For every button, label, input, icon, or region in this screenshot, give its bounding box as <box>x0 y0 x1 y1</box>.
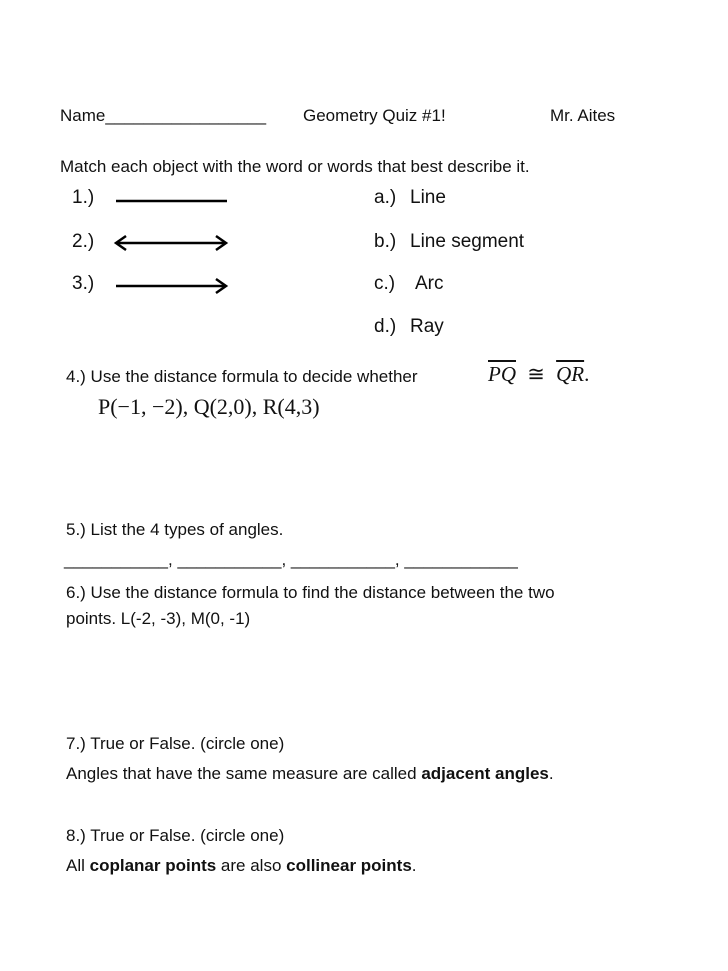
choice-letter: d.) <box>374 316 397 337</box>
q6-prompt-line1: 6.) Use the distance formula to find the distance between the two <box>66 583 555 602</box>
name-field-label: Name_________________ <box>60 106 267 125</box>
q8-text-2: are also <box>216 856 287 875</box>
teacher-name: Mr. Aites <box>550 106 616 125</box>
q4-period: . <box>584 362 590 386</box>
choice-letter: b.) <box>374 231 397 252</box>
choice-text: Arc <box>415 273 444 294</box>
item-number: 1.) <box>72 187 95 208</box>
item-number: 2.) <box>72 231 95 252</box>
q6-prompt-line2: points. L(-2, -3), M(0, -1) <box>66 609 251 628</box>
choice-letter: c.) <box>374 273 396 294</box>
q4-points: P(−1, −2), Q(2,0), R(4,3) <box>98 394 320 419</box>
choice-letter: a.) <box>374 187 397 208</box>
segment-pq <box>488 362 589 386</box>
q5-answer-blanks: ___________, ___________, ___________, ____________ <box>64 550 518 569</box>
segment-figure <box>112 192 232 210</box>
q8-bold-term-1: coplanar points <box>89 856 217 875</box>
choice-text: Line segment <box>410 231 525 252</box>
line-figure <box>112 233 232 253</box>
q7-prompt: 7.) True or False. (circle one) <box>66 734 285 753</box>
q8-prompt: 8.) True or False. (circle one) <box>66 826 285 845</box>
q8-period: . <box>411 856 417 875</box>
q7-statement-text: Angles that have the same measure are called <box>66 764 422 783</box>
q5-prompt: 5.) List the 4 types of angles. <box>66 520 284 539</box>
segment-pq-label: $\overline{PQ}$ <box>488 362 516 386</box>
q7-bold-term: adjacent angles <box>421 764 549 783</box>
q7-statement <box>66 764 554 784</box>
q8-statement <box>66 856 417 876</box>
choice-text: Ray <box>410 316 444 337</box>
congruent-symbol: ≅ <box>527 362 545 386</box>
q8-bold-term-2: collinear points <box>286 856 412 875</box>
q8-text-1: All <box>66 856 90 875</box>
q7-period: . <box>548 764 554 783</box>
q4-prompt: 4.) Use the distance formula to decide whether <box>66 367 418 386</box>
matching-instructions: Match each object with the word or words that best describe it. <box>60 157 530 176</box>
ray-figure <box>112 276 232 296</box>
choice-text: Line <box>410 187 446 208</box>
item-number: 3.) <box>72 273 95 294</box>
segment-qr-label: $\overline{QR}$ <box>556 362 585 386</box>
quiz-title: Geometry Quiz #1! <box>303 106 446 125</box>
